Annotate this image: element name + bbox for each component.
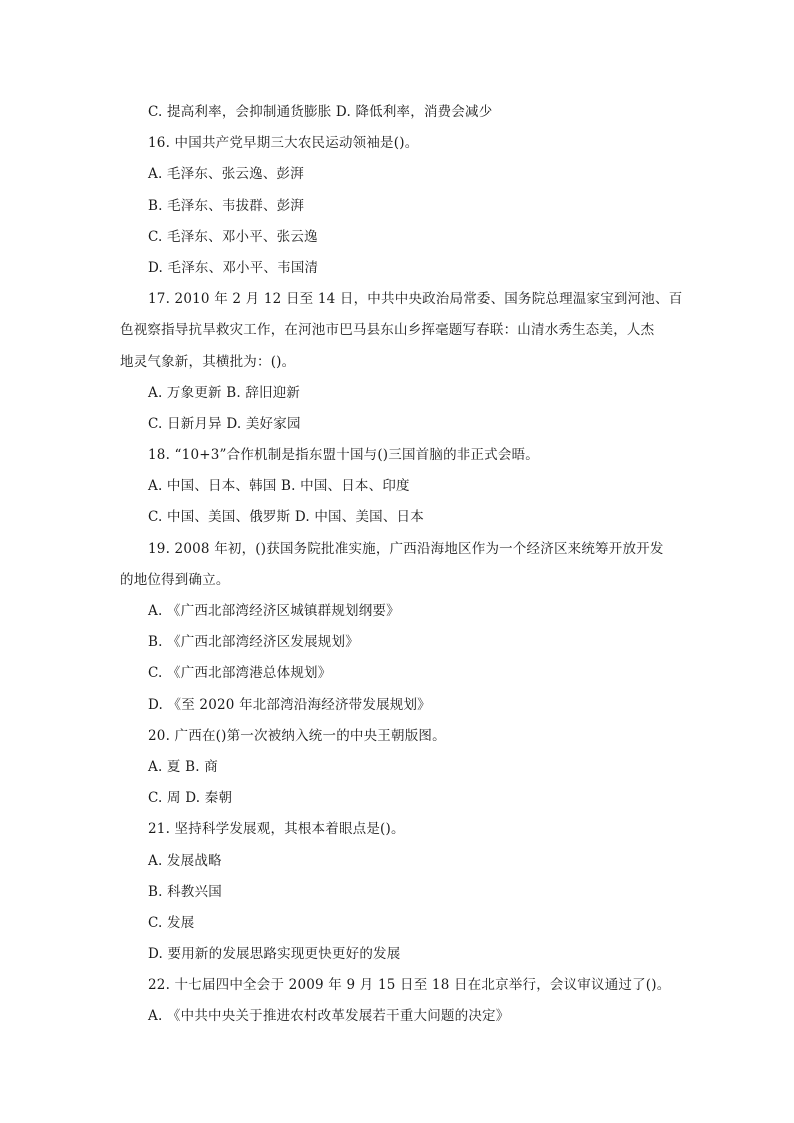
option-cd: C. 中国、美国、俄罗斯 D. 中国、美国、日本 [148,509,424,526]
question-21: 21. 坚持科学发展观，其根本着眼点是()。 [148,821,405,838]
option-c: C. 《广西北部湾港总体规划》 [148,665,332,682]
question-16: 16. 中国共产党早期三大农民运动领袖是()。 [148,135,419,152]
option-c: C. 毛泽东、邓小平、张云逸 [148,228,318,245]
option-b: B. 毛泽东、韦拔群、彭湃 [148,197,305,214]
option-cd: C. 周 D. 秦朝 [148,790,233,807]
option-ab: A. 夏 B. 商 [148,758,218,775]
option-ab: A. 万象更新 B. 辞旧迎新 [148,384,301,401]
option-a: A. 发展战略 [148,852,222,869]
option-a: A. 《中共中央关于推进农村改革发展若干重大问题的决定》 [148,1008,510,1025]
option-d: D. 毛泽东、邓小平、韦国清 [148,259,319,276]
question-22: 22. 十七届四中全会于 2009 年 9 月 15 日至 18 日在北京举行，会议审议通过了()。 [148,977,671,994]
document-body [120,97,683,1033]
option-d: D. 《至 2020 年北部湾沿海经济带发展规划》 [148,696,431,713]
option-cd: C. 日新月异 D. 美好家园 [148,415,301,432]
question-19-continued: 的地位得到确立。 [120,571,230,588]
option-a: A. 《广西北部湾经济区城镇群规划纲要》 [148,603,400,619]
option-ab: A. 中国、日本、韩国 B. 中国、日本、印度 [148,478,410,495]
option-d: D. 要用新的发展思路实现更快更好的发展 [148,946,401,963]
question-17-continued: 色视察指导抗旱救灾工作，在河池市巴马县东山乡挥毫题写春联：山清水秀生态美，人杰 [120,322,655,339]
option-b: B. 科教兴国 [148,883,222,900]
question-19: 19. 2008 年初，()获国务院批准实施，广西沿海地区作为一个经济区来统筹开放开发 [148,540,664,557]
option-b: B. 《广西北部湾经济区发展规划》 [148,634,359,651]
option-c: C. 发展 [148,914,195,931]
question-17-continued: 地灵气象新，其横批为：()。 [120,353,296,370]
question-18: 18. “10+3”合作机制是指东盟十国与()三国首脑的非正式会晤。 [148,447,539,464]
question-20: 20. 广西在()第一次被纳入统一的中央王朝版图。 [148,727,446,744]
text-line: C. 提高利率，会抑制通货膨胀 D. 降低利率，消费会减少 [148,104,493,120]
option-a: A. 毛泽东、张云逸、彭湃 [148,166,304,183]
question-17: 17. 2010 年 2 月 12 日至 14 日，中共中央政治局常委、国务院总理温家宝到河池、百 [148,291,683,308]
